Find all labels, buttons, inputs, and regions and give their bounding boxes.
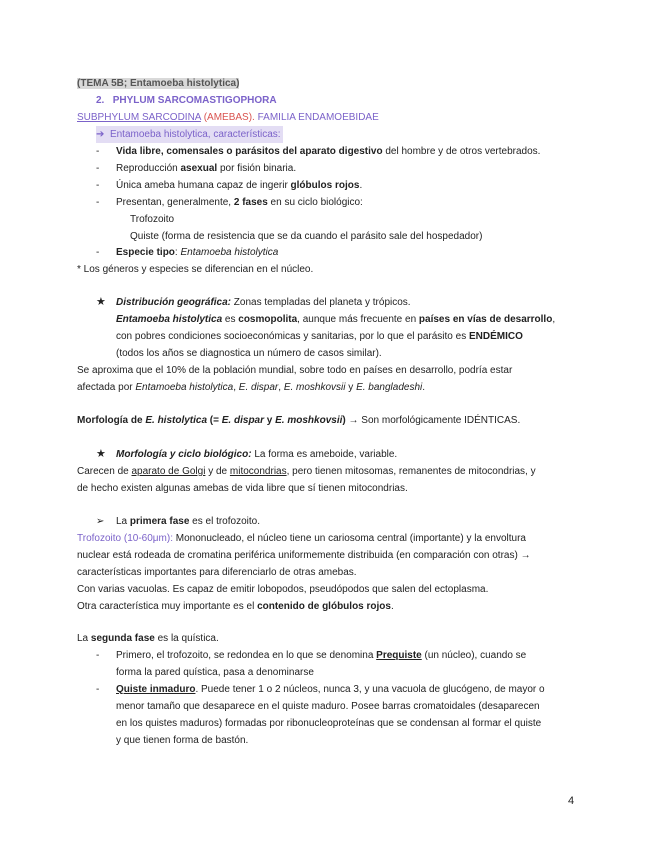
distribution-line-2: Entamoeba histolytica es cosmopolita, aunque más frecuente en países en vías de desarrollo,: [116, 314, 556, 325]
distribution-title: Distribución geográfica: Zonas templadas del planeta y trópicos.: [116, 297, 411, 308]
bullet-dash: -: [96, 247, 100, 258]
morphology-identical-line: Morfología de E. histolytica (= E. dispar y E. moshkovsii) → Son morfológicamente IDÉNTICAS.: [77, 415, 521, 426]
phase-trofozoito: Trofozoito: [130, 214, 175, 225]
bullet-free-living: Vida libre, comensales o parásitos del aparato digestivo del hombre y de otros vertebrados.: [116, 146, 541, 157]
arrowhead-icon: ➢: [96, 516, 105, 527]
characteristics-heading: ➔ Entamoeba histolytica, características:: [96, 126, 283, 143]
prequiste-line-2: forma la pared quística, pasa a denominarse: [116, 667, 314, 678]
bullet-red-cells: Única ameba humana capaz de ingerir glóbulos rojos.: [116, 180, 363, 191]
bullet-type-species: Especie tipo: Entamoeba histolytica: [116, 247, 279, 258]
cycle-line-3: de hecho existen algunas amebas de vida libre que sí tienen mitocondrias.: [77, 483, 408, 494]
bullet-dash: -: [96, 146, 100, 157]
distribution-line-3: con pobres condiciones socioeconómicas y sanitarias, por lo que el parásito es ENDÉMICO: [116, 331, 523, 342]
bullet-dash: -: [96, 197, 100, 208]
subphylum-heading: SUBPHYLUM SARCODINA (AMEBAS). FAMILIA ENDAMOEBIDAE: [77, 112, 379, 123]
trofozoito-line-4: Con varias vacuolas. Es capaz de emitir lobopodos, pseudópodos que salen del ectoplasma.: [77, 584, 489, 595]
star-icon: ★: [96, 448, 106, 460]
prequiste-line-1: Primero, el trofozoito, se redondea en lo que se denomina Prequiste (un núcleo), cuando se: [116, 650, 527, 661]
trofozoito-line-1: Trofozoito (10-60μm): Mononucleado, el núcleo tiene un cariosoma central (importante) y la envoltura: [77, 533, 526, 544]
trofozoito-line-5: Otra característica muy importante es el contenido de glóbulos rojos.: [77, 601, 394, 612]
bullet-dash: -: [96, 180, 100, 191]
quiste-inmaduro-line-1: Quiste inmaduro. Puede tener 1 o 2 núcleos, nunca 3, y una vacuola de glucógeno, de mayor o: [116, 684, 545, 695]
note-nucleus: * Los géneros y especies se diferencian en el núcleo.: [77, 264, 314, 275]
bullet-reproduction: Reproducción asexual por fisión binaria.: [116, 163, 297, 174]
page-number: 4: [568, 795, 575, 807]
quiste-inmaduro-line-4: y que tienen forma de bastón.: [116, 735, 249, 746]
population-line-1: Se aproxima que el 10% de la población mundial, sobre todo en países en desarrollo, podría estar: [77, 365, 513, 376]
cycle-line-2: Carecen de aparato de Golgi y de mitocondrias, pero tienen mitosomas, remanentes de mitocondrias, y: [77, 466, 536, 477]
arrow-right-icon: ➔: [96, 129, 105, 140]
bullet-dash: -: [96, 684, 100, 695]
bullet-phases: Presentan, generalmente, 2 fases en su ciclo biológico:: [116, 197, 363, 208]
star-icon: ★: [96, 296, 106, 308]
phylum-heading: 2. PHYLUM SARCOMASTIGOPHORA: [96, 95, 277, 106]
bullet-dash: -: [96, 163, 100, 174]
cycle-title: Morfología y ciclo biológico: La forma es ameboide, variable.: [116, 449, 398, 460]
population-line-2: afectada por Entamoeba histolytica, E. dispar, E. moshkovsii y E. bangladeshi.: [77, 382, 426, 393]
topic-tag: (TEMA 5B; Entamoeba histolytica): [77, 78, 240, 89]
trofozoito-line-2: nuclear está rodeada de cromatina periférica uniformemente distribuida (en comparación con otras) →: [77, 550, 531, 561]
distribution-line-4: (todos los años se diagnostica un número de casos similar).: [116, 348, 382, 359]
first-phase-line: La primera fase es el trofozoito.: [116, 516, 260, 527]
phase-quiste: Quiste (forma de resistencia que se da cuando el parásito sale del hospedador): [130, 231, 483, 242]
second-phase-line: La segunda fase es la quística.: [77, 633, 219, 644]
quiste-inmaduro-line-2: menor tamaño que desaparece en el quiste maduro. Posee barras cromatoidales (desaparecen: [116, 701, 540, 712]
quiste-inmaduro-line-3: en los quistes maduros) formadas por ribonucleoproteínas que se condensan al formar el quiste: [116, 718, 542, 729]
bullet-dash: -: [96, 650, 100, 661]
trofozoito-line-3: características importantes para diferenciarlo de otras amebas.: [77, 567, 357, 578]
